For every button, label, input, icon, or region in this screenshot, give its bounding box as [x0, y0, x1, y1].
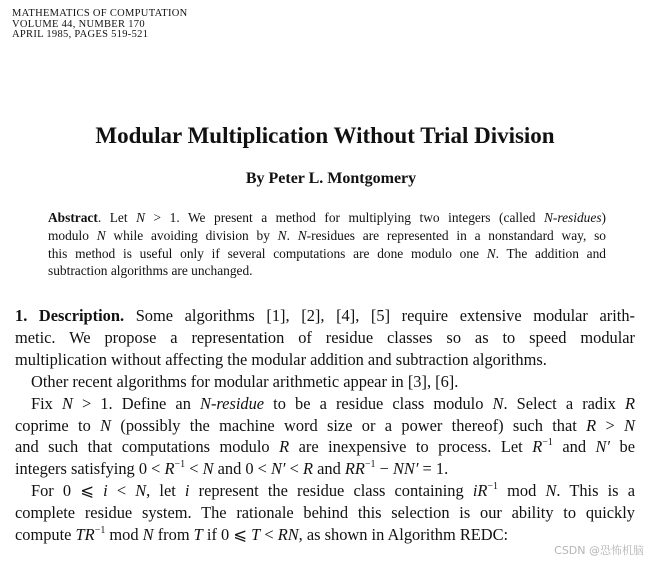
paragraph-line: integers satisfying $0 < R^{-1} < N$ and 0 < N′ < R and $RR^{-1} - NN' = 1$.	[15, 458, 449, 479]
paragraph-line: metic. We propose a representation of residue classes so as to speed modular	[15, 327, 635, 347]
paragraph-line: For 0 ⩽ i < N, let i represent the residue class containing $iR^{-1}$ mod N. This is a	[31, 480, 635, 501]
paragraph-line: compute $TR^{-1}$ mod N from T if 0 ⩽ T < RN, as shown in Algorithm REDC:	[15, 524, 509, 545]
abstract-line: modulo N while avoiding division by N. N-residues are represented in a nonstandard way, so	[48, 227, 606, 243]
paper-title: Modular Multiplication Without Trial Division	[95, 123, 555, 148]
paragraph-line: complete residue system. The rationale behind this selection is our ability to quickly	[15, 503, 635, 523]
abstract-label: Abstract	[48, 210, 98, 225]
abstract-line: Abstract. Let N > 1. We present a method for multiplying two integers (called N-residues)	[48, 210, 606, 225]
journal-line: MATHEMATICS OF COMPUTATION	[12, 8, 188, 19]
paragraph-line: 1. Description. Some algorithms [1], [2], [4], [5] require extensive modular arith-	[15, 306, 635, 325]
paragraph-line: multiplication without affecting the modular addition and subtraction algorithms.	[15, 349, 547, 369]
journal-line: APRIL 1985, PAGES 519-521	[12, 29, 149, 40]
journal-line: VOLUME 44, NUMBER 170	[12, 18, 145, 30]
paragraph-line: coprime to N (possibly the machine word size or a power thereof) such that R > N	[15, 415, 635, 435]
paragraph-line: and such that computations modulo R are inexpensive to process. Let $R^{-1}$ and N′ be	[15, 436, 635, 457]
abstract-line: subtraction algorithms are unchanged.	[48, 263, 253, 279]
section-description	[15, 305, 635, 546]
section-heading: 1. Description.	[15, 306, 125, 325]
paragraph-line: Fix N > 1. Define an N-residue to be a residue class modulo N. Select a radix R	[31, 393, 635, 413]
watermark: CSDN @恐怖机脑	[554, 544, 644, 557]
abstract	[48, 209, 606, 280]
abstract-line: this method is useful only if several computations are done modulo one N. The addition and	[48, 245, 606, 261]
journal-header	[12, 9, 188, 41]
paper-byline: By Peter L. Montgomery	[245, 170, 417, 187]
paragraph-line: Other recent algorithms for modular arithmetic appear in [3], [6].	[31, 371, 459, 391]
